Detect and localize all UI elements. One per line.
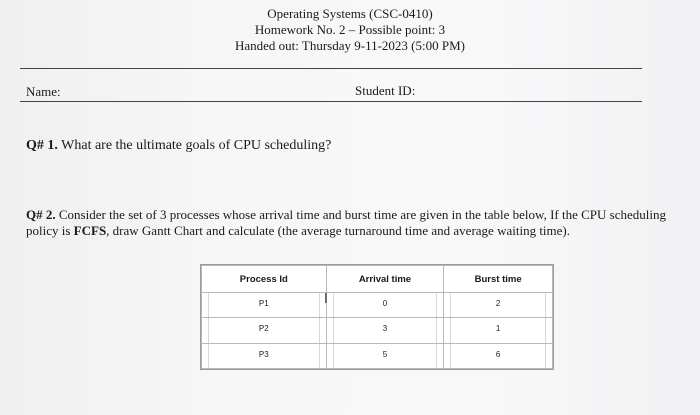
- cell-value: 3: [333, 318, 438, 342]
- cell-value: 5: [333, 344, 438, 368]
- question-2-number: Q# 2.: [26, 207, 56, 222]
- course-title: Operating Systems (CSC-0410): [267, 6, 433, 21]
- table-header-row: [202, 266, 553, 293]
- question-2: [26, 207, 696, 239]
- process-table: [200, 264, 554, 370]
- cell-value: 2: [450, 293, 546, 317]
- handed-out-date: Handed out: Thursday 9-11-2023 (5:00 PM): [234, 38, 465, 53]
- header-arrival-time: Arrival time: [326, 266, 444, 293]
- name-label: Name:: [26, 84, 61, 99]
- header-burst-time: Burst time: [444, 266, 553, 293]
- homework-info: Homework No. 2 – Possible point: 3: [254, 22, 446, 37]
- text-cursor-icon: I: [324, 292, 328, 307]
- question-2-text-end: , draw Gantt Chart and calculate (the average turnaround time and average waiting time).: [106, 223, 571, 238]
- cell-process-id: [202, 318, 327, 343]
- cell-burst-time: [444, 318, 553, 343]
- process-table-grid: [201, 265, 553, 369]
- question-1: [26, 138, 331, 154]
- question-2-text: Consider the set of 3 processes whose arrival time and burst time are given in the table below, If the CPU scheduling policy is: [26, 207, 666, 238]
- question-1-number: Q# 1.: [26, 138, 58, 153]
- header-process-id: Process Id: [202, 266, 327, 293]
- cell-arrival-time: [326, 318, 444, 343]
- cell-process-id: [202, 293, 327, 318]
- student-id-label: Student ID:: [355, 83, 416, 98]
- cell-arrival-time: [326, 343, 444, 368]
- cell-value: 6: [450, 344, 546, 368]
- table-row: [202, 293, 553, 318]
- table-row: [202, 318, 553, 343]
- cell-burst-time: [444, 343, 553, 368]
- cell-burst-time: [444, 293, 553, 318]
- cell-arrival-time: [326, 293, 444, 318]
- cell-value: P3: [208, 344, 320, 368]
- scheduling-policy: FCFS: [73, 223, 107, 238]
- cell-value: 1: [450, 318, 546, 342]
- top-divider: [20, 68, 642, 69]
- cell-value: P1: [208, 293, 320, 317]
- cell-value: 0: [333, 293, 438, 317]
- cell-value: P2: [208, 318, 320, 342]
- name-divider: [20, 101, 642, 102]
- table-row: [202, 343, 553, 368]
- cell-process-id: [202, 343, 327, 368]
- question-1-text: What are the ultimate goals of CPU scheduling?: [57, 138, 332, 153]
